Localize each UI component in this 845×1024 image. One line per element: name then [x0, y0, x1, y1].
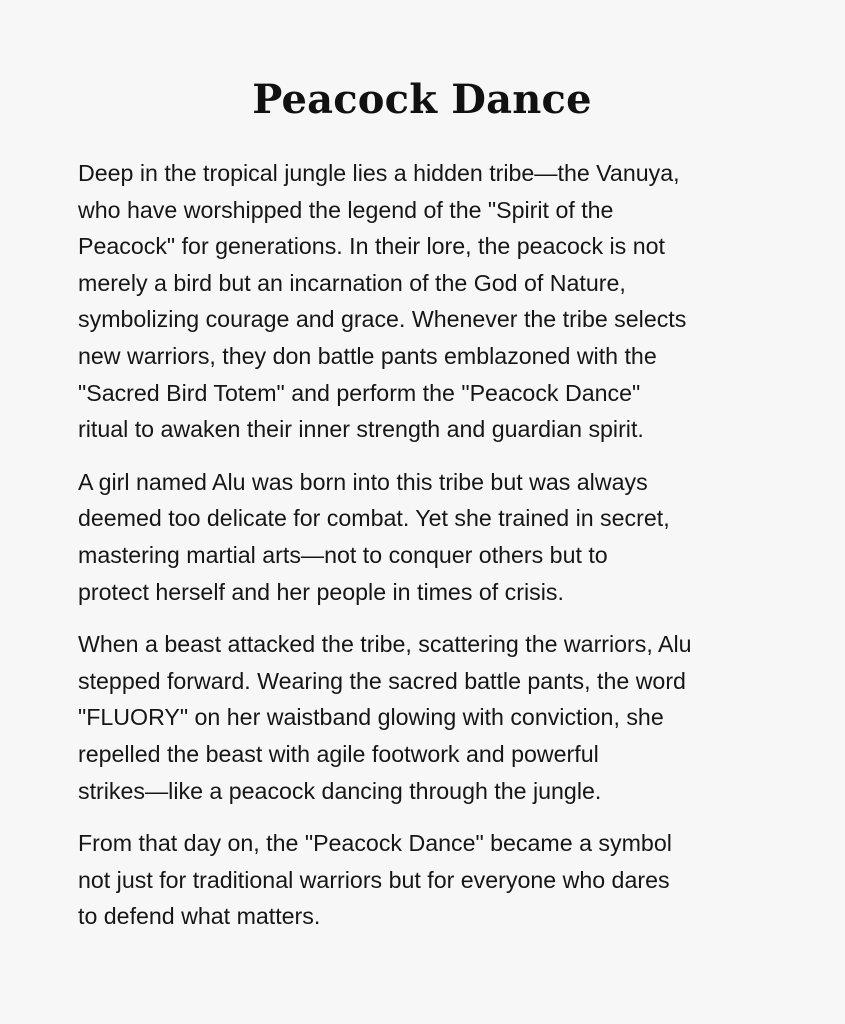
paragraph-line: strikes—like a peacock dancing through the jungle. [78, 777, 602, 804]
paragraph-line: Deep in the tropical jungle lies a hidden tribe—the Vanuya, [78, 160, 680, 186]
paragraph-line: When a beast attacked the tribe, scattering the warriors, Alu [78, 631, 692, 658]
paragraph-3 [78, 626, 778, 809]
paragraph-line: Peacock" for generations. In their lore, the peacock is not [78, 233, 665, 260]
paragraph-line: protect herself and her people in times of crisis. [78, 578, 564, 605]
paragraph-line: not just for traditional warriors but for everyone who dares [78, 866, 670, 893]
paragraph-line: stepped forward. Wearing the sacred battle pants, the word [78, 667, 686, 694]
paragraph-4 [78, 825, 778, 935]
paragraph-line: merely a bird but an incarnation of the God of Nature, [78, 269, 626, 296]
paragraph-line: "Sacred Bird Totem" and perform the "Peacock Dance" [78, 379, 641, 406]
paragraph-1 [78, 155, 778, 448]
page-title: Peacock Dance [252, 76, 592, 123]
paragraph-line: "FLUORY" on her waistband glowing with conviction, she [78, 704, 664, 731]
paragraph-line: ritual to awaken their inner strength and guardian spirit. [78, 416, 644, 443]
paragraph-line: new warriors, they don battle pants emblazoned with the [78, 342, 657, 369]
paragraph-line: to defend what matters. [78, 903, 321, 930]
paragraph-line: From that day on, the "Peacock Dance" became a symbol [78, 830, 672, 857]
paragraph-line: symbolizing courage and grace. Whenever the tribe selects [78, 306, 687, 333]
paragraph-2 [78, 464, 778, 610]
paragraph-line: deemed too delicate for combat. Yet she trained in secret, [78, 505, 670, 532]
paragraph-line: repelled the beast with agile footwork and powerful [78, 740, 599, 767]
paragraph-line: A girl named Alu was born into this tribe but was always [78, 468, 648, 495]
paragraph-line: mastering martial arts—not to conquer others but to [78, 541, 608, 568]
paragraph-line: who have worshipped the legend of the "Spirit of the [78, 196, 614, 223]
